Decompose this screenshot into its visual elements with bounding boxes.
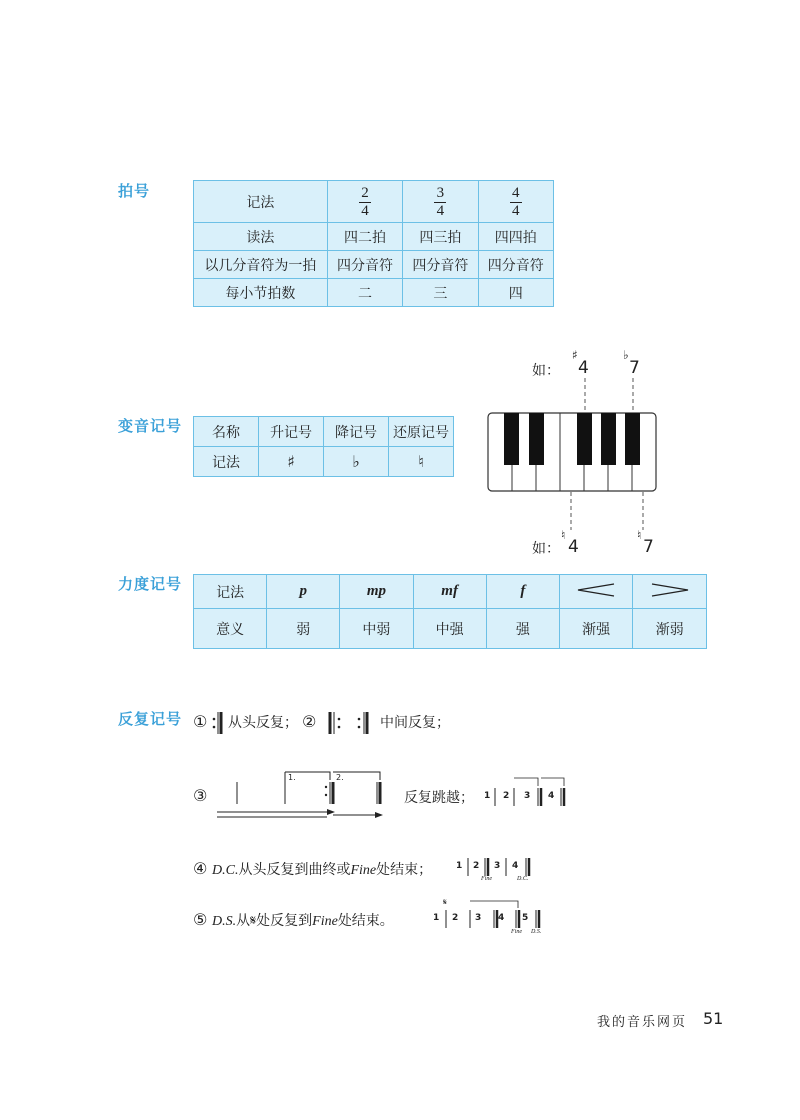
decrescendo-icon (633, 575, 707, 609)
time-sig-3-4: $\frac{3}{4}$ (403, 181, 478, 223)
dc-notation-example (452, 856, 552, 882)
example-label-top: 如： (532, 363, 560, 379)
sharp-sign-small: ♯ (572, 348, 578, 362)
note: 3 (475, 913, 482, 923)
section-heading-beat: 拍号 (118, 182, 151, 200)
middle-repeat-text: 中间反复； (380, 715, 450, 731)
row-label: 意义 (194, 609, 267, 649)
volta-bracket-diagram (215, 770, 405, 830)
header-cell: 降记号 (324, 417, 389, 447)
example-label-bottom: 如： (532, 541, 560, 557)
note: 5 (522, 913, 529, 923)
section-heading-repeat: 反复记号 (118, 710, 183, 728)
volta-label-1: 1. (288, 773, 296, 782)
cell: 四分音符 (478, 251, 553, 279)
volta-skip-text: 反复跳越； (404, 790, 474, 806)
cell: 中弱 (340, 609, 413, 649)
item-number-4: ④ (193, 859, 208, 878)
cell: 渐强 (559, 609, 633, 649)
cell: 四 (478, 279, 553, 307)
section-heading-dynamics: 力度记号 (118, 575, 183, 593)
row-label: 以几分音符为一拍 (194, 251, 328, 279)
example-note-7: 7 (629, 358, 640, 378)
cell: 二 (327, 279, 402, 307)
cell: 四分音符 (403, 251, 478, 279)
note: 4 (512, 861, 519, 871)
item-number-1: ① (193, 712, 208, 731)
note: 3 (524, 791, 531, 801)
note: 2 (503, 791, 510, 801)
dynamic-mf: mf (413, 575, 486, 609)
note: 1 (484, 791, 491, 801)
note: 4 (498, 913, 505, 923)
row-label: 记法 (194, 181, 328, 223)
volta-label-2: 2. (336, 773, 344, 782)
crescendo-icon (559, 575, 633, 609)
cell: 弱 (267, 609, 340, 649)
dynamic-p: p (267, 575, 340, 609)
note: 4 (548, 791, 555, 801)
dynamics-table (193, 574, 707, 649)
note: 1 (456, 861, 463, 871)
dynamic-f: f (486, 575, 559, 609)
dynamic-mp: mp (340, 575, 413, 609)
cell: 强 (486, 609, 559, 649)
header-cell: 名称 (194, 417, 259, 447)
flat-sign-small: ♭ (623, 348, 629, 362)
natural-symbol: ♮ (389, 447, 454, 477)
example-note-7-natural: 7 (643, 537, 654, 557)
header-cell: 升记号 (259, 417, 324, 447)
cell: 中强 (413, 609, 486, 649)
row-label: 每小节拍数 (194, 279, 328, 307)
cell: 四分音符 (327, 251, 402, 279)
item-number-5: ⑤ (193, 910, 208, 929)
dc-text-line: D.C.从头反复到曲终或Fine处结束； (212, 862, 433, 878)
cell: 四三拍 (403, 223, 478, 251)
sharp-symbol: ♯ (259, 447, 324, 477)
fine-label: Fine (481, 876, 492, 882)
natural-sign-small: ♮ (637, 528, 642, 542)
cell: 三 (403, 279, 478, 307)
segno-icon: 𝄋 (443, 898, 447, 908)
note: 3 (494, 861, 501, 871)
time-sig-2-4: $\frac{2}{4}$ (327, 181, 402, 223)
note: 1 (433, 913, 440, 923)
section-heading-accidental: 变音记号 (118, 417, 183, 435)
natural-sign-small: ♮ (561, 528, 566, 542)
cell: 四四拍 (478, 223, 553, 251)
example-note-4: 4 (578, 358, 589, 378)
item-number-3: ③ (193, 786, 208, 805)
ds-label: D.S. (531, 929, 542, 935)
row-label: 记法 (194, 575, 267, 609)
dc-label: D.C. (517, 876, 529, 882)
note: 2 (452, 913, 459, 923)
item-number-2: ② (302, 712, 317, 731)
cell: 渐弱 (633, 609, 707, 649)
row-label: 记法 (194, 447, 259, 477)
page-number: 51 (703, 1009, 724, 1028)
row-label: 读法 (194, 223, 328, 251)
time-sig-4-4: $\frac{4}{4}$ (478, 181, 553, 223)
middle-repeat-sign (328, 710, 378, 736)
footer-title: 我的音乐网页 (597, 1015, 688, 1030)
cell: 四二拍 (327, 223, 402, 251)
repeat-from-start-text: 从头反复； (228, 715, 298, 731)
repeat-from-start-sign (211, 710, 225, 736)
flat-symbol: ♭ (324, 447, 389, 477)
example-note-4-natural: 4 (568, 537, 579, 557)
header-cell: 还原记号 (389, 417, 454, 447)
ds-text-line: D.S.从𝄋处反复到Fine处结束。 (212, 913, 394, 929)
fine-label: Fine (511, 929, 522, 935)
note: 2 (473, 861, 480, 871)
